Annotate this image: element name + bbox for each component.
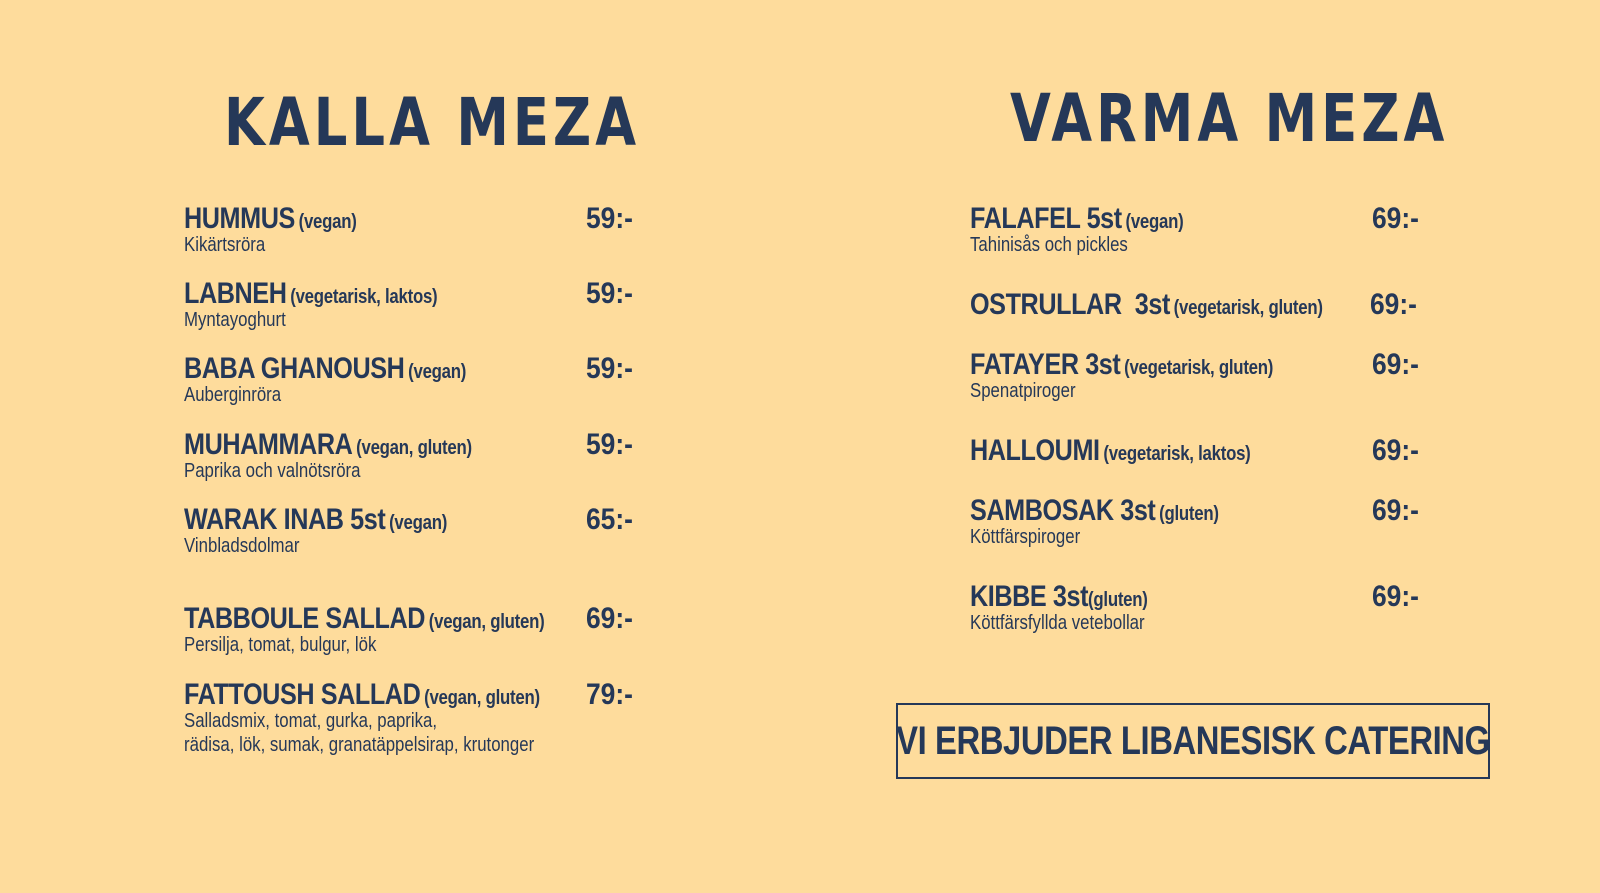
item-name: LABNEH [184,277,287,310]
item-name: MUHAMMARA [184,428,353,461]
item-tags: (vegan, gluten) [424,687,540,709]
item-description: Salladsmix, tomat, gurka, paprika, [184,710,438,732]
menu-item-muhammara [184,428,527,483]
catering-text: VI ERBJUDER LIBANESISK CATERING [896,718,1490,763]
item-price: 69:- [1372,494,1419,527]
menu-item-baba-ghanoush [184,352,520,407]
menu-item-warak-inab [184,503,497,558]
item-description: Vinbladsdolmar [184,535,300,557]
item-tags: (vegan) [298,211,357,233]
item-description: Köttfärsfyllda vetebollar [970,612,1145,634]
item-name: WARAK INAB 5st [184,503,386,536]
item-tags: (vegetarisk, laktos) [290,286,438,308]
menu-item-hummus [184,202,389,257]
item-name: HUMMUS [184,202,295,235]
item-price: 65:- [586,503,633,536]
item-description-line-2: rädisa, lök, sumak, granatäppelsirap, krutonger [184,734,535,756]
item-price: 69:- [1370,288,1417,321]
menu-item-fatayer [970,348,1331,403]
item-price: 69:- [586,602,633,635]
item-name: SAMBOSAK 3st [970,494,1156,527]
item-description: Persilja, tomat, bulgur, lök [184,634,377,656]
item-tags: (vegan) [1125,211,1184,233]
item-description: Spenatpiroger [970,380,1076,402]
item-name: OSTRULLAR 3st [970,288,1170,321]
item-description: Kikärtsröra [184,234,266,256]
item-name: HALLOUMI [970,434,1100,467]
item-tags: (gluten) [1088,589,1148,611]
menu-item-ostrullar [970,288,1390,322]
item-description: Tahinisås och pickles [970,234,1128,256]
menu-item-falafel [970,202,1224,257]
item-description: Köttfärspiroger [970,526,1081,548]
item-price: 69:- [1372,434,1419,467]
item-tags: (vegetarisk, gluten) [1173,297,1323,319]
item-tags: (vegan, gluten) [356,437,472,459]
item-price: 79:- [586,678,633,711]
item-description: Paprika och valnötsröra [184,460,361,482]
item-name: KIBBE 3st [970,580,1089,613]
kalla-meza-title: KALLA MEZA [224,84,641,161]
item-name: FATTOUSH SALLAD [184,678,421,711]
item-tags: (vegan, gluten) [428,611,545,633]
item-price: 69:- [1372,348,1419,381]
item-name: FALAFEL 5st [970,202,1122,235]
menu-item-kibbe [970,580,1181,635]
item-tags: (vegan) [389,512,448,534]
menu-item-tabboule-sallad [184,602,613,657]
item-tags: (vegetarisk, gluten) [1124,357,1274,379]
item-price: 59:- [586,277,633,310]
item-price: 59:- [586,352,633,385]
menu-item-halloumi [970,434,1304,468]
item-name: FATAYER 3st [970,348,1121,381]
item-tags: (gluten) [1159,503,1219,525]
item-name: BABA GHANOUSH [184,352,405,385]
item-price: 59:- [586,428,633,461]
menu-item-sambosak [970,494,1266,549]
item-price: 69:- [1372,202,1419,235]
item-price: 59:- [586,202,633,235]
item-price: 69:- [1372,580,1419,613]
item-description: Myntayoghurt [184,309,286,331]
catering-banner [896,703,1490,779]
item-description: Auberginröra [184,384,282,406]
menu-item-labneh [184,277,486,332]
item-tags: (vegetarisk, laktos) [1103,443,1251,465]
item-tags: (vegan) [408,361,467,383]
varma-meza-title: VARMA MEZA [1010,80,1449,157]
menu-item-fattoush-sallad [184,678,608,757]
item-name: TABBOULE SALLAD [184,602,426,635]
